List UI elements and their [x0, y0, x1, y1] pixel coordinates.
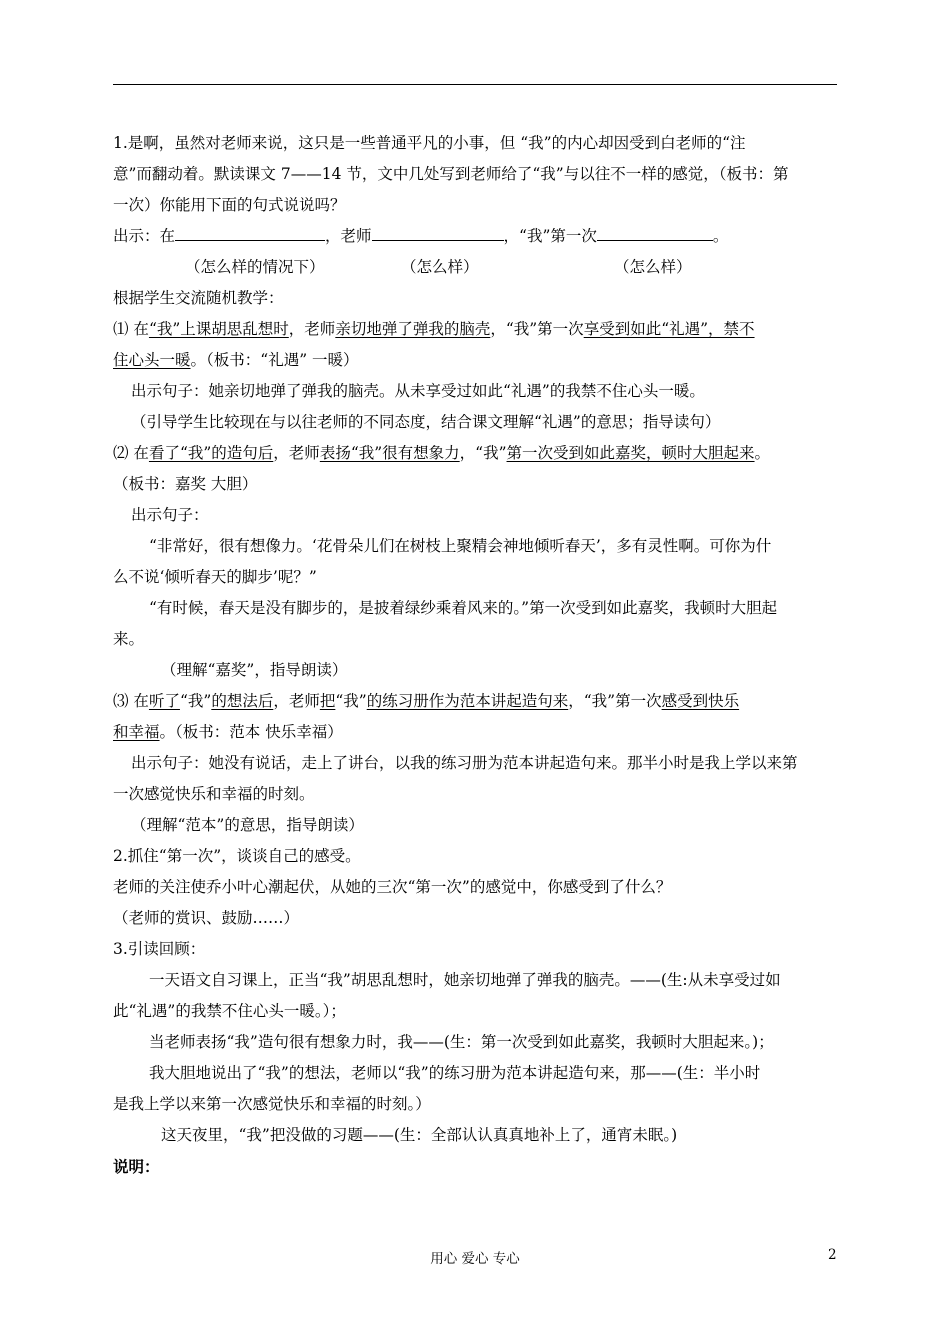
example-sentence: 一次感觉快乐和幸福的时刻。: [113, 785, 315, 803]
footer-motto: 用心 爱心 专心: [430, 1251, 520, 1267]
teaching-note: （理解“嘉奖”，指导朗读）: [161, 661, 348, 679]
blank-line: [175, 224, 325, 241]
underlined-text: 听了: [148, 692, 180, 710]
section-3-title: 3.引读回顾：: [113, 940, 206, 958]
reading-line: 一天语文自习课上，正当“我”胡思乱想时，她亲切地弹了弹我的脑壳。——(生:从未享受过如: [149, 971, 781, 989]
pattern-text: ，“我”第一次: [503, 227, 597, 245]
underlined-text: 住心头一暖: [113, 351, 191, 369]
intro-line: 根据学生交流随机教学：: [113, 289, 284, 307]
section-2-answer: （老师的赏识、鼓励……）: [113, 909, 300, 927]
quote-line: “有时候，春天是没有脚步的，是披着绿纱乘着风来的。”第一次受到如此嘉奖，我顿时大胆起: [149, 599, 778, 617]
section-2-title: 2.抓住“第一次”，谈谈自己的感受。: [113, 847, 361, 865]
hint: （怎么样的情况下）: [185, 258, 325, 276]
hint: （怎么样）: [401, 258, 479, 276]
document-body: [113, 128, 837, 1182]
hint: （怎么样）: [614, 258, 692, 276]
reading-line: 当老师表扬“我”造句很有想象力时，我——(生：第一次受到如此嘉奖，我顿时大胆起来。)；: [149, 1033, 774, 1051]
teaching-note: （引导学生比较现在与以往老师的不同态度，结合课文理解“礼遇”的意思；指导读句）: [131, 413, 721, 431]
underlined-text: 享受到如此“礼遇”，禁不: [583, 320, 755, 338]
underlined-text: 把: [319, 692, 336, 710]
header-rule: [113, 84, 837, 85]
reading-line: 此“礼遇”的我禁不住心头一暖。）；: [113, 1002, 346, 1020]
underlined-text: 表扬“我”很有想象力: [319, 444, 460, 462]
note-label: 说明：: [113, 1157, 160, 1176]
section-2-question: 老师的关注使乔小叶心潮起伏，从她的三次“第一次”的感觉中，你感受到了什么？: [113, 878, 672, 896]
underlined-text: 第一次受到如此嘉奖，顿时大胆起来: [506, 444, 755, 462]
quote-line: 么不说‘倾听春天的脚步’呢？”: [113, 568, 317, 586]
reading-line: 这天夜里，“我”把没做的习题——(生：全部认认真真地补上了，通宵未眠。): [161, 1126, 678, 1144]
underlined-text: 的练习册作为范本讲起造句来: [366, 692, 569, 710]
section-1-line: 1.是啊，虽然对老师来说，这只是一些普通平凡的小事，但 “我”的内心却因受到白老师的“注: [113, 134, 746, 152]
section-1-line: 意”而翻动着。默读课文 7——14 节，文中几处写到老师给了“我”与以往不一样的感觉，（板书：第: [113, 165, 789, 183]
quote-line: 来。: [113, 630, 145, 648]
example-label: 出示句子：: [131, 506, 209, 524]
case-3-line: 和幸福。（板书：范本 快乐幸福）: [113, 723, 343, 741]
example-sentence: 出示句子：她没有说话，走上了讲台，以我的练习册为范本讲起造句来。那半小时是我上学以来第: [131, 754, 798, 772]
case-1-line: ⑴ 在“我”上课胡思乱想时，老师亲切地弹了弹我的脑壳，“我”第一次享受到如此“礼遇”，禁不: [113, 320, 755, 338]
pattern-text: 出示：在: [113, 227, 176, 245]
blank-line: [372, 224, 504, 241]
section-1-line: 一次）你能用下面的句式说说吗？: [113, 196, 346, 214]
blank-line: [597, 224, 713, 241]
case-1-line: 住心头一暖。（板书：“礼遇” 一暖）: [113, 351, 359, 369]
pattern-hints: [113, 252, 837, 283]
underlined-text: 的想法后: [211, 692, 274, 710]
page-number: 2: [828, 1247, 837, 1263]
reading-line: 是我上学以来第一次感觉快乐和幸福的时刻。）: [113, 1095, 431, 1113]
case-3-line: ⑶ 在听了“我”的想法后，老师把“我”的练习册作为范本讲起造句来，“我”第一次感受到快乐: [113, 692, 740, 710]
underlined-text: 感受到快乐: [661, 692, 740, 710]
underlined-text: 和幸福: [113, 723, 160, 741]
pattern-text: 。: [712, 227, 729, 245]
underlined-text: “我”上课胡思乱想时: [148, 320, 289, 338]
sentence-pattern: [113, 221, 837, 252]
underlined-text: 看了“我”的造句后: [148, 444, 274, 462]
teaching-note: （理解“范本”的意思，指导朗读）: [131, 816, 364, 834]
blackboard-note: （板书：嘉奖 大胆）: [113, 475, 258, 493]
quote-line: “非常好，很有想像力。‘花骨朵儿们在树枝上聚精会神地倾听春天’，多有灵性啊。可你为什: [149, 537, 772, 555]
case-2-line: ⑵ 在看了“我”的造句后，老师表扬“我”很有想象力，“我”第一次受到如此嘉奖，顿时大胆起来。: [113, 444, 771, 462]
reading-line: 我大胆地说出了“我”的想法，老师以“我”的练习册为范本讲起造句来，那——(生：半小时: [149, 1064, 761, 1082]
example-sentence: 出示句子：她亲切地弹了弹我的脑壳。从未享受过如此“礼遇”的我禁不住心头一暖。: [131, 382, 705, 400]
pattern-text: ，老师: [325, 227, 372, 245]
underlined-text: 亲切地弹了弹我的脑壳: [335, 320, 491, 338]
